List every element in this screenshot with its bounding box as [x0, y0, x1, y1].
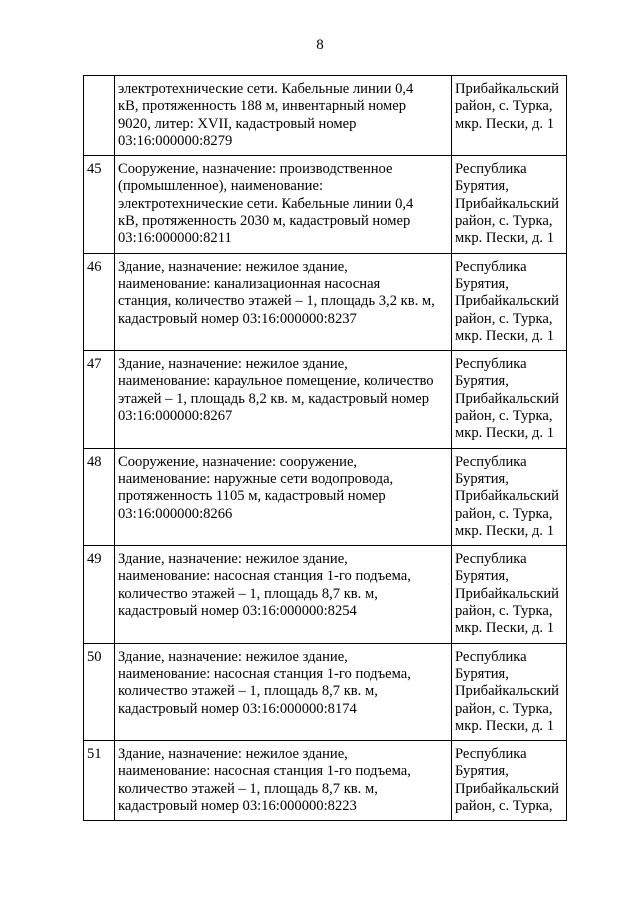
address-line: район, с. Турка,	[455, 213, 553, 230]
object-description	[115, 546, 452, 643]
description-line: 03:16:000000:8211	[118, 230, 232, 247]
table-row	[84, 643, 567, 740]
address-line: Республика	[455, 356, 527, 373]
address-line: Прибайкальский	[455, 683, 559, 700]
address-line: мкр. Пески, д. 1	[455, 230, 554, 247]
address-line: район, с. Турка,	[455, 700, 553, 717]
address-line: Бурятия,	[455, 275, 509, 292]
description-line: наименование: канализационная насосная	[118, 275, 381, 292]
description-line: Здание, назначение: нежилое здание,	[118, 356, 348, 373]
table-row	[84, 76, 567, 156]
description-line: кадастровый номер 03:16:000000:8237	[118, 310, 357, 327]
row-number: 49	[84, 546, 115, 643]
row-number: 45	[84, 156, 115, 253]
address-line: Прибайкальский	[455, 488, 559, 505]
row-number: 48	[84, 448, 115, 545]
object-description	[115, 253, 452, 350]
row-number: 51	[84, 741, 115, 821]
property-table-body	[84, 76, 567, 821]
row-number: 46	[84, 253, 115, 350]
description-line: этажей – 1, площадь 8,2 кв. м, кадастровый номер	[118, 390, 430, 407]
address-line: Республика	[455, 551, 527, 568]
page-number: 8	[316, 37, 324, 53]
description-line: количество этажей – 1, площадь 8,7 кв. м,	[118, 780, 378, 797]
row-number: 50	[84, 643, 115, 740]
address-line: Республика	[455, 258, 527, 275]
address-line: Бурятия,	[455, 763, 509, 780]
object-address	[452, 76, 567, 156]
address-line: Прибайкальский	[455, 390, 559, 407]
description-line: 03:16:000000:8267	[118, 408, 233, 425]
description-line: наименование: насосная станция 1-го подъема,	[118, 763, 411, 780]
description-line: 9020, литер: XVII, кадастровый номер	[118, 115, 357, 132]
description-line: наименование: насосная станция 1-го подъема,	[118, 665, 411, 682]
description-line: Сооружение, назначение: сооружение,	[118, 453, 358, 470]
address-line: мкр. Пески, д. 1	[455, 327, 554, 344]
object-description	[115, 448, 452, 545]
table-row	[84, 351, 567, 448]
address-line: мкр. Пески, д. 1	[455, 425, 554, 442]
object-description	[115, 76, 452, 156]
table-row	[84, 741, 567, 821]
property-table	[83, 75, 567, 821]
address-line: Республика	[455, 746, 527, 763]
description-line: Здание, назначение: нежилое здание,	[118, 648, 348, 665]
address-line: мкр. Пески, д. 1	[455, 115, 554, 132]
address-line: Прибайкальский	[455, 585, 559, 602]
row-number: 47	[84, 351, 115, 448]
object-description	[115, 643, 452, 740]
address-line: мкр. Пески, д. 1	[455, 717, 554, 734]
address-line: Прибайкальский	[455, 780, 559, 797]
description-line: наименование: наружные сети водопровода,	[118, 470, 394, 487]
address-line: Бурятия,	[455, 665, 509, 682]
address-line: Республика	[455, 453, 527, 470]
description-line: количество этажей – 1, площадь 8,7 кв. м,	[118, 683, 378, 700]
table-row	[84, 156, 567, 253]
description-line: кВ, протяженность 2030 м, кадастровый номер	[118, 213, 411, 230]
description-line: электротехнические сети. Кабельные линии 0,4	[118, 81, 414, 97]
object-address	[452, 643, 567, 740]
description-line: наименование: насосная станция 1-го подъема,	[118, 568, 411, 585]
object-address	[452, 156, 567, 253]
address-line: район, с. Турка,	[455, 310, 553, 327]
object-description	[115, 156, 452, 253]
address-line: Бурятия,	[455, 178, 509, 195]
description-line: протяженность 1105 м, кадастровый номер	[118, 488, 386, 505]
address-line: Бурятия,	[455, 568, 509, 585]
description-line: кадастровый номер 03:16:000000:8254	[118, 603, 357, 620]
description-line: Здание, назначение: нежилое здание,	[118, 746, 348, 763]
address-line: район, с. Турка,	[455, 603, 553, 620]
description-line: Здание, назначение: нежилое здание,	[118, 258, 348, 275]
object-description	[115, 741, 452, 821]
description-line: кадастровый номер 03:16:000000:8174	[118, 700, 357, 717]
address-line: Прибайкальский	[455, 81, 559, 97]
address-line: Бурятия,	[455, 373, 509, 390]
description-line: электротехнические сети. Кабельные линии 0,4	[118, 195, 414, 212]
address-line: район, с. Турка,	[455, 797, 553, 814]
row-number	[84, 76, 115, 156]
description-line: станция, количество этажей – 1, площадь 3,2 кв. м,	[118, 293, 435, 310]
address-line: Республика	[455, 161, 527, 178]
description-line: наименование: караульное помещение, количество	[118, 373, 434, 390]
address-line: мкр. Пески, д. 1	[455, 522, 554, 539]
table-row	[84, 253, 567, 350]
address-line: Прибайкальский	[455, 195, 559, 212]
object-address	[452, 351, 567, 448]
table-row	[84, 546, 567, 643]
address-line: район, с. Турка,	[455, 98, 553, 115]
description-line: 03:16:000000:8279	[118, 132, 233, 149]
object-address	[452, 253, 567, 350]
object-description	[115, 351, 452, 448]
address-line: мкр. Пески, д. 1	[455, 620, 554, 637]
address-line: район, с. Турка,	[455, 505, 553, 522]
address-line: район, с. Турка,	[455, 408, 553, 425]
description-line: кадастровый номер 03:16:000000:8223	[118, 797, 357, 814]
address-line: Прибайкальский	[455, 293, 559, 310]
description-line: Сооружение, назначение: производственное	[118, 161, 393, 178]
description-line: (промышленное), наименование:	[118, 178, 323, 195]
address-line: Республика	[455, 648, 527, 665]
address-line: Бурятия,	[455, 470, 509, 487]
description-line: 03:16:000000:8266	[118, 505, 233, 522]
description-line: кВ, протяженность 188 м, инвентарный номер	[118, 98, 407, 115]
description-line: количество этажей – 1, площадь 8,7 кв. м,	[118, 585, 378, 602]
object-address	[452, 546, 567, 643]
object-address	[452, 741, 567, 821]
object-address	[452, 448, 567, 545]
table-row	[84, 448, 567, 545]
description-line: Здание, назначение: нежилое здание,	[118, 551, 348, 568]
